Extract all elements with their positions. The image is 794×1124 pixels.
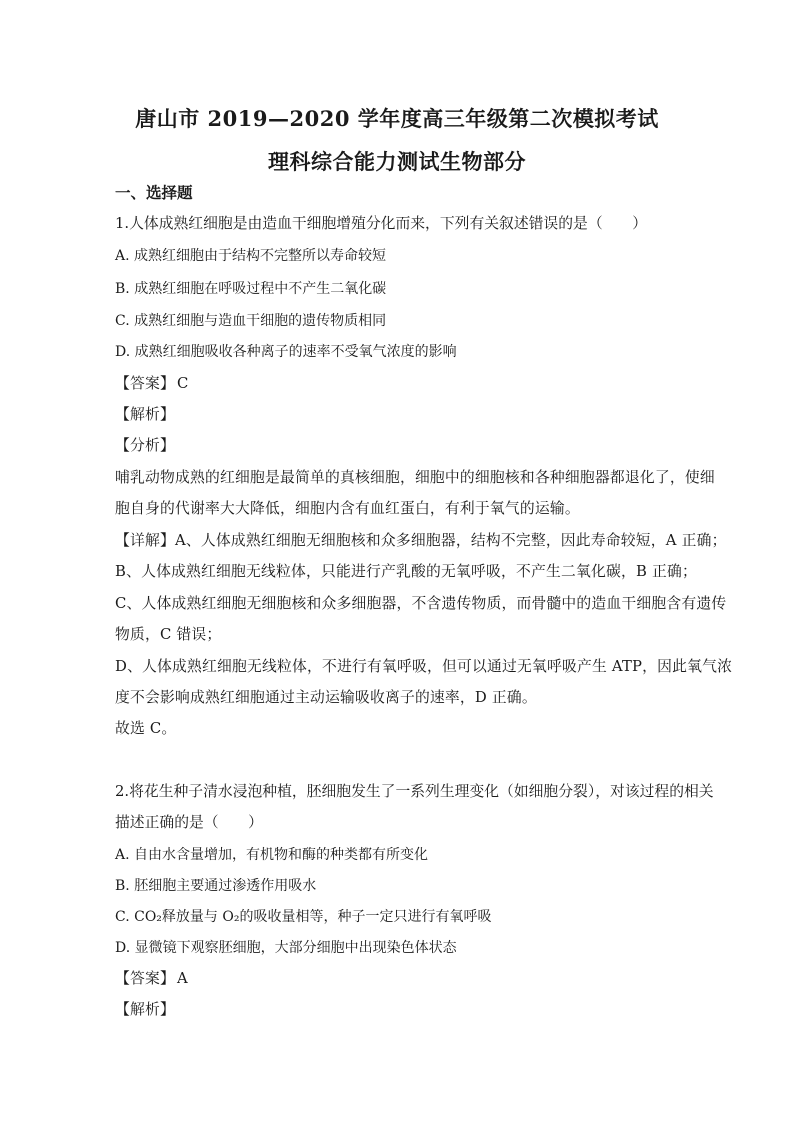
question-1-analysis-label: 【解析】 xyxy=(115,406,175,423)
question-2-option-b: B. 胚细胞主要通过渗透作用吸水 xyxy=(115,878,317,894)
question-1-fenxi-line-1: 哺乳动物成熟的红细胞是最简单的真核细胞，细胞中的细胞核和各种细胞器都退化了，使细 xyxy=(115,469,715,486)
question-2-stem-line-1: 2.将花生种子清水浸泡种植，胚细胞发生了一系列生理变化（如细胞分裂），对该过程的相关 xyxy=(115,783,714,800)
question-1-detail-line-6: 度不会影响成熟红细胞通过主动运输吸收离子的速率，D 正确。 xyxy=(115,689,537,706)
question-2-stem-line-2: 描述正确的是（ ） xyxy=(115,814,263,831)
section-heading: 一、选择题 xyxy=(115,183,193,202)
detail-label: 【详解】 xyxy=(115,532,175,549)
question-1-option-a: A. 成熟红细胞由于结构不完整所以寿命较短 xyxy=(115,248,387,264)
question-1-detail-line-1 xyxy=(115,531,727,551)
title-line-2: 理科综合能力测试生物部分 xyxy=(268,149,526,174)
question-1-detail-line-5: D、人体成熟红细胞无线粒体，不进行有氧呼吸，但可以通过无氧呼吸产生 ATP，因此氧气浓 xyxy=(115,658,733,675)
question-1-option-b: B. 成熟红细胞在呼吸过程中不产生二氧化碳 xyxy=(115,281,387,297)
question-1-option-d: D. 成熟红细胞吸收各种离子的速率不受氧气浓度的影响 xyxy=(115,344,457,360)
question-2-answer xyxy=(115,969,188,989)
question-1-detail-line-2: B、人体成熟红细胞无线粒体，只能进行产乳酸的无氧呼吸，不产生二氧化碳，B 正确； xyxy=(115,563,697,580)
question-1-stem: 1.人体成熟红细胞是由造血干细胞增殖分化而来，下列有关叙述错误的是（ ） xyxy=(115,215,648,232)
answer-label: 【答案】 xyxy=(115,375,175,392)
answer-value: C xyxy=(177,375,189,392)
question-1-answer xyxy=(115,374,189,394)
question-1-detail-line-4: 物质，C 错误； xyxy=(115,626,222,643)
answer-value: A xyxy=(177,970,188,987)
detail-text-a: A、人体成熟红细胞无细胞核和众多细胞器，结构不完整，因此寿命较短，A 正确； xyxy=(175,532,727,549)
question-1-fenxi-line-2: 胞自身的代谢率大大降低，细胞内含有血红蛋白，有利于氧气的运输。 xyxy=(115,500,580,517)
question-1-option-c: C. 成熟红细胞与造血干细胞的遗传物质相同 xyxy=(115,313,387,329)
question-2-option-a: A. 自由水含量增加，有机物和酶的种类都有所变化 xyxy=(115,847,429,863)
question-1-fenxi-label: 【分析】 xyxy=(115,437,175,454)
question-2-option-d: D. 显微镜下观察胚细胞，大部分细胞中出现染色体状态 xyxy=(115,940,457,956)
question-2-option-c: C. CO₂释放量与 O₂的吸收量相等，种子一定只进行有氧呼吸 xyxy=(115,909,492,925)
question-1-detail-line-3: C、人体成熟红细胞无细胞核和众多细胞器，不含遗传物质，而骨髓中的造血干细胞含有遗传 xyxy=(115,595,727,612)
answer-label: 【答案】 xyxy=(115,970,175,987)
question-2-analysis-label: 【解析】 xyxy=(115,1001,175,1018)
title-line-1: 唐山市 2019—2020 学年度高三年级第二次模拟考试 xyxy=(135,106,659,131)
question-1-conclusion: 故选 C。 xyxy=(115,720,177,737)
